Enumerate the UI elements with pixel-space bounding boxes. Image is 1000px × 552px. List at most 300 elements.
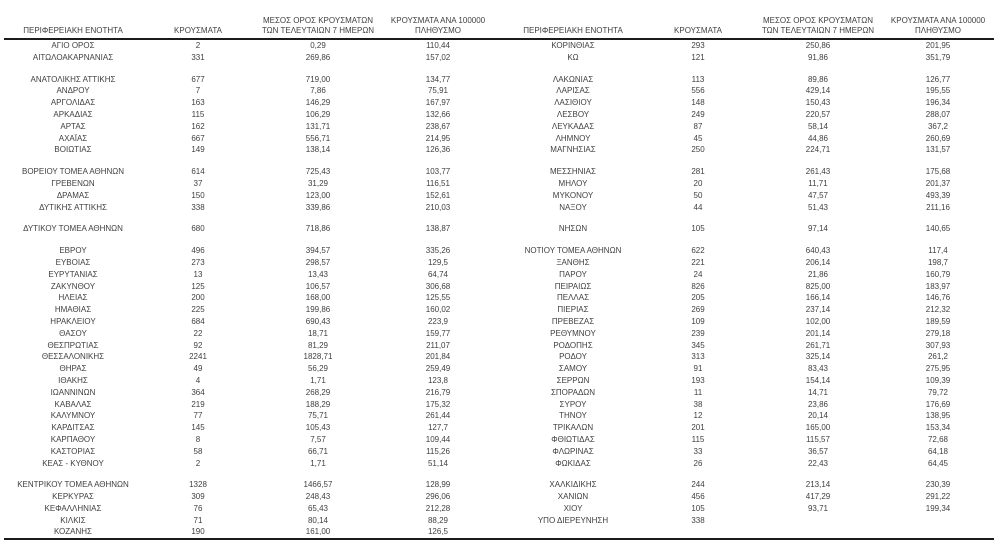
column-gap <box>494 213 504 223</box>
header-cases-left: ΚΡΟΥΣΜΑΤΑ <box>142 16 254 39</box>
cases-cell: 293 <box>691 41 705 50</box>
column-gap <box>494 340 504 352</box>
column-gap <box>494 351 504 363</box>
region-cell: ΚΕΡΚΥΡΑΣ <box>52 492 94 502</box>
table-row <box>4 387 994 399</box>
avg7-cell: 93,71 <box>807 503 829 513</box>
cases-cell: 91 <box>693 364 703 374</box>
empty-cell <box>754 213 882 223</box>
region-cell: ΓΡΕΒΕΝΩΝ <box>51 178 95 188</box>
avg7-cell: 106,29 <box>305 109 331 119</box>
cases-cell: 250 <box>691 145 705 155</box>
region-cell: ΛΕΥΚΑΔΑΣ <box>551 121 595 131</box>
region-cell: ΘΑΣΟΥ <box>59 328 87 338</box>
cases-cell: 2 <box>195 41 201 50</box>
empty-cell <box>642 469 754 479</box>
region-cell: ΡΟΔΟΥ <box>559 352 587 362</box>
empty-cell <box>754 64 882 74</box>
region-cell: ΡΕΘΥΜΝΟΥ <box>550 328 596 338</box>
per100k-cell: 288,07 <box>925 109 951 119</box>
region-cell: ΙΘΑΚΗΣ <box>58 375 88 385</box>
column-gap <box>494 304 504 316</box>
column-gap <box>494 166 504 178</box>
region-cell: ΞΑΝΘΗΣ <box>556 257 590 267</box>
empty-cell <box>504 213 642 223</box>
empty-cell <box>254 156 382 166</box>
per100k-cell: 195,55 <box>925 86 951 96</box>
column-gap <box>494 52 504 64</box>
column-gap <box>494 245 504 257</box>
cases-cell: 33 <box>693 446 703 456</box>
empty-cell <box>882 469 994 479</box>
column-gap <box>494 74 504 86</box>
column-gap <box>494 434 504 446</box>
table-row <box>4 526 994 539</box>
per100k-cell <box>882 526 994 539</box>
empty-cell <box>642 235 754 245</box>
cases-cell: 219 <box>191 399 205 409</box>
region-cell: ΚΑΣΤΟΡΙΑΣ <box>50 446 96 456</box>
avg7-cell: 123,00 <box>305 190 331 200</box>
avg7-cell: 188,29 <box>305 399 331 409</box>
avg7-cell: 44,86 <box>807 133 829 143</box>
empty-cell <box>504 156 642 166</box>
avg7-cell: 199,86 <box>305 305 331 315</box>
column-gap <box>494 410 504 422</box>
region-cell: ΘΗΡΑΣ <box>59 364 87 374</box>
empty-cell <box>142 235 254 245</box>
region-cell: ΘΕΣΣΑΛΟΝΙΚΗΣ <box>41 352 105 362</box>
column-gap <box>494 491 504 503</box>
table-row <box>4 223 994 235</box>
column-gap <box>494 316 504 328</box>
table-row <box>4 257 994 269</box>
table-row <box>4 292 994 304</box>
cases-cell: 45 <box>693 133 703 143</box>
cases-cell: 313 <box>691 352 705 362</box>
cases-cell: 556 <box>691 86 705 96</box>
table-row <box>4 491 994 503</box>
per100k-cell: 199,34 <box>925 503 951 513</box>
column-gap <box>494 446 504 458</box>
cases-cell: 109 <box>691 316 705 326</box>
per100k-cell: 72,68 <box>927 434 949 444</box>
per100k-cell: 296,06 <box>425 492 451 502</box>
cases-cell: 281 <box>691 167 705 177</box>
avg7-cell: 719,00 <box>305 74 331 84</box>
column-gap <box>494 97 504 109</box>
table-row <box>4 399 994 411</box>
table-row <box>4 269 994 281</box>
empty-cell <box>254 469 382 479</box>
column-gap <box>494 85 504 97</box>
empty-cell <box>254 235 382 245</box>
avg7-cell: 66,71 <box>307 446 329 456</box>
column-gap <box>494 422 504 434</box>
cases-cell: 273 <box>191 257 205 267</box>
cases-cell: 239 <box>691 328 705 338</box>
per100k-cell: 152,61 <box>425 190 451 200</box>
region-cell: ΦΘΙΩΤΙΔΑΣ <box>551 434 595 444</box>
column-gap <box>494 190 504 202</box>
per100k-cell: 291,22 <box>925 492 951 502</box>
region-cell: ΣΠΟΡΑΔΩΝ <box>550 387 596 397</box>
avg7-cell: 115,57 <box>806 434 830 444</box>
region-cell: ΝΟΤΙΟΥ ΤΟΜΕΑ ΑΘΗΝΩΝ <box>524 246 622 256</box>
table-row <box>4 515 994 527</box>
per100k-cell: 126,5 <box>427 527 449 537</box>
column-gap <box>494 257 504 269</box>
region-cell: ΣΥΡΟΥ <box>559 399 587 409</box>
cases-cell: 2241 <box>189 352 207 362</box>
region-cell: ΑΝΑΤΟΛΙΚΗΣ ΑΤΤΙΚΗΣ <box>30 74 116 84</box>
column-gap <box>494 144 504 156</box>
header-gap <box>494 16 504 39</box>
avg7-cell: 201,14 <box>805 328 831 338</box>
per100k-cell: 223,9 <box>427 316 449 326</box>
region-cell: ΤΡΙΚΑΛΩΝ <box>552 423 594 433</box>
per100k-cell: 230,39 <box>925 480 951 490</box>
region-cell: ΚΕΦΑΛΛΗΝΙΑΣ <box>44 503 102 513</box>
per100k-cell: 175,68 <box>925 167 951 177</box>
table-row <box>4 245 994 257</box>
empty-cell <box>382 235 494 245</box>
region-cell: ΒΟΙΩΤΙΑΣ <box>54 145 92 155</box>
per100k-cell: 212,32 <box>925 305 951 315</box>
region-cell: ΕΥΡΥΤΑΝΙΑΣ <box>48 269 98 279</box>
column-gap <box>494 121 504 133</box>
per100k-cell: 183,97 <box>925 281 951 291</box>
region-cell: ΛΑΣΙΘΙΟΥ <box>554 98 592 108</box>
region-cell: ΑΡΚΑΔΙΑΣ <box>53 109 93 119</box>
empty-cell <box>882 213 994 223</box>
per100k-cell: 125,55 <box>425 293 451 303</box>
column-gap <box>494 202 504 214</box>
cases-cell: 49 <box>193 364 203 374</box>
avg7-cell: 725,43 <box>305 167 331 177</box>
avg7-cell: 97,14 <box>807 224 829 234</box>
per100k-cell: 176,69 <box>925 399 951 409</box>
column-gap <box>494 235 504 245</box>
cases-cell: 76 <box>193 503 203 513</box>
region-cell: ΣΑΜΟΥ <box>558 364 588 374</box>
cases-cell: 58 <box>193 446 203 456</box>
cases-cell: 244 <box>691 480 705 490</box>
cases-cell: 2 <box>195 458 201 468</box>
region-cell: ΖΑΚΥΝΘΟΥ <box>50 281 96 291</box>
per100k-cell: 103,77 <box>425 167 451 177</box>
per100k-cell: 138,95 <box>925 411 951 421</box>
avg7-cell <box>754 526 882 539</box>
column-gap <box>494 292 504 304</box>
empty-cell <box>642 64 754 74</box>
column-gap <box>494 133 504 145</box>
region-cell: ΛΗΜΝΟΥ <box>555 133 591 143</box>
cases-cell: 105 <box>691 503 705 513</box>
region-cell: ΘΕΣΠΡΩΤΙΑΣ <box>47 340 99 350</box>
region-cell: ΔΥΤΙΚΗΣ ΑΤΤΙΚΗΣ <box>39 202 107 212</box>
per100k-cell: 201,37 <box>925 178 951 188</box>
region-cell: ΕΒΡΟΥ <box>59 246 87 256</box>
table-row <box>4 363 994 375</box>
empty-cell <box>382 469 494 479</box>
avg7-cell: 248,43 <box>305 492 331 502</box>
cases-cell: 71 <box>193 515 203 525</box>
per100k-cell: 167,97 <box>425 98 451 108</box>
empty-cell <box>882 156 994 166</box>
region-cell: ΛΕΣΒΟΥ <box>556 109 590 119</box>
table-row <box>4 422 994 434</box>
column-gap <box>494 515 504 527</box>
avg7-cell: 150,43 <box>805 98 831 108</box>
region-cell: ΧΙΟΥ <box>563 503 583 513</box>
cases-cell: 115 <box>691 434 705 444</box>
per100k-cell: 214,95 <box>425 133 451 143</box>
per100k-cell: 51,14 <box>427 458 449 468</box>
table-row-spacer <box>4 469 994 479</box>
avg7-cell: 131,71 <box>305 121 331 131</box>
region-cell: ΛΑΚΩΝΙΑΣ <box>552 74 594 84</box>
cases-cell: 115 <box>191 109 205 119</box>
empty-cell <box>4 235 142 245</box>
avg7-cell: 21,86 <box>807 269 829 279</box>
cases-cell: 105 <box>691 224 705 234</box>
empty-cell <box>504 235 642 245</box>
table-row <box>4 39 994 52</box>
per100k-cell: 196,34 <box>925 98 951 108</box>
per100k-cell: 127,7 <box>427 423 449 433</box>
table-row <box>4 109 994 121</box>
cases-cell: 622 <box>691 246 705 256</box>
avg7-cell: 80,14 <box>307 515 329 525</box>
region-cell: ΠΕΛΛΑΣ <box>556 293 590 303</box>
per100k-cell: 259,49 <box>425 364 451 374</box>
region-cell: ΠΕΙΡΑΙΩΣ <box>554 281 592 291</box>
column-gap <box>494 375 504 387</box>
per100k-cell: 211,07 <box>426 340 450 350</box>
avg7-cell: 56,29 <box>307 364 329 374</box>
per100k-cell: 116,51 <box>426 178 450 188</box>
avg7-cell: 47,57 <box>807 190 829 200</box>
region-cell: ΑΡΓΟΛΙΔΑΣ <box>50 98 96 108</box>
avg7-cell: 14,71 <box>807 387 829 397</box>
avg7-cell: 161,00 <box>305 527 331 537</box>
avg7-cell: 51,43 <box>807 202 829 212</box>
avg7-cell: 138,14 <box>305 145 331 155</box>
avg7-cell: 168,00 <box>305 293 331 303</box>
per100k-cell: 131,57 <box>925 145 951 155</box>
cases-cell <box>642 526 754 539</box>
empty-cell <box>382 64 494 74</box>
avg7-cell: 89,86 <box>807 74 829 84</box>
avg7-cell: 13,43 <box>307 269 329 279</box>
regional-cases-table <box>4 16 994 540</box>
column-gap <box>494 109 504 121</box>
region-cell: ΛΑΡΙΣΑΣ <box>556 86 590 96</box>
table-row <box>4 85 994 97</box>
table-row <box>4 375 994 387</box>
column-gap <box>494 526 504 539</box>
region-cell: ΚΑΡΠΑΘΟΥ <box>50 434 96 444</box>
cases-cell: 145 <box>191 423 205 433</box>
empty-cell <box>504 64 642 74</box>
region-cell: ΚΙΛΚΙΣ <box>60 515 86 525</box>
column-gap <box>494 64 504 74</box>
per100k-cell: 128,99 <box>425 480 451 490</box>
cases-cell: 149 <box>191 145 205 155</box>
empty-cell <box>382 213 494 223</box>
cases-cell: 249 <box>691 109 705 119</box>
cases-cell: 13 <box>193 269 203 279</box>
table-row <box>4 97 994 109</box>
avg7-cell: 146,29 <box>305 98 331 108</box>
table-row <box>4 121 994 133</box>
avg7-cell: 91,86 <box>807 52 829 62</box>
avg7-cell: 11,71 <box>808 178 828 188</box>
cases-cell: 614 <box>191 167 205 177</box>
region-cell: ΚΩ <box>567 52 579 62</box>
empty-cell <box>142 213 254 223</box>
cases-cell: 7 <box>195 86 201 96</box>
cases-cell: 87 <box>693 121 703 131</box>
empty-cell <box>642 213 754 223</box>
column-gap <box>494 503 504 515</box>
avg7-cell: 1,71 <box>310 458 326 468</box>
cases-cell: 37 <box>193 178 203 188</box>
table-row <box>4 52 994 64</box>
region-cell <box>504 526 642 539</box>
header-region-right: ΠΕΡΙΦΕΡΕΙΑΚΗ ΕΝΟΤΗΤΑ <box>504 16 642 39</box>
per100k-cell: 261,2 <box>927 352 949 362</box>
per100k-cell: 279,18 <box>925 328 951 338</box>
avg7-cell: 75,71 <box>307 411 329 421</box>
avg7-cell: 0,29 <box>310 41 326 50</box>
cases-cell: 684 <box>191 316 205 326</box>
cases-cell: 38 <box>693 399 703 409</box>
table-row <box>4 304 994 316</box>
cases-cell: 121 <box>691 52 705 62</box>
column-gap <box>494 387 504 399</box>
cases-cell: 44 <box>693 202 703 212</box>
avg7-cell: 261,71 <box>805 340 831 350</box>
region-cell: ΑΡΤΑΣ <box>60 121 86 131</box>
empty-cell <box>882 64 994 74</box>
cases-cell: 680 <box>191 224 205 234</box>
empty-cell <box>754 235 882 245</box>
cases-cell: 20 <box>693 178 703 188</box>
avg7-cell: 31,29 <box>307 178 329 188</box>
region-cell: ΦΛΩΡΙΝΑΣ <box>552 446 594 456</box>
table-row <box>4 351 994 363</box>
avg7-cell: 165,00 <box>805 423 831 433</box>
empty-cell <box>504 469 642 479</box>
avg7-cell: 18,71 <box>307 328 329 338</box>
region-cell: ΗΡΑΚΛΕΙΟΥ <box>50 316 96 326</box>
region-cell: ΜΥΚΟΝΟΥ <box>552 190 594 200</box>
column-gap <box>494 223 504 235</box>
avg7-cell: 417,29 <box>805 492 831 502</box>
per100k-cell: 175,32 <box>425 399 451 409</box>
column-gap <box>494 39 504 52</box>
region-cell: ΠΑΡΟΥ <box>559 269 587 279</box>
per100k-cell: 140,65 <box>925 224 951 234</box>
region-cell: ΣΕΡΡΩΝ <box>556 375 590 385</box>
region-cell: ΔΥΤΙΚΟΥ ΤΟΜΕΑ ΑΘΗΝΩΝ <box>23 224 123 234</box>
per100k-cell: 160,79 <box>925 269 951 279</box>
region-cell: ΙΩΑΝΝΙΝΩΝ <box>50 387 96 397</box>
table-row <box>4 281 994 293</box>
column-gap <box>494 469 504 479</box>
per100k-cell: 79,72 <box>927 387 949 397</box>
region-cell: ΚΑΒΑΛΑΣ <box>54 399 92 409</box>
per100k-cell: 189,59 <box>925 316 951 326</box>
per100k-cell: 138,87 <box>425 224 451 234</box>
cases-cell: 163 <box>191 98 205 108</box>
region-cell: ΥΠΟ ΔΙΕΡΕΥΝΗΣΗ <box>537 515 609 525</box>
per100k-cell: 260,69 <box>925 133 951 143</box>
region-cell: ΝΗΣΩΝ <box>558 224 588 234</box>
table-row <box>4 446 994 458</box>
cases-cell: 221 <box>691 257 705 267</box>
cases-cell: 125 <box>191 281 205 291</box>
per100k-cell: 211,16 <box>926 202 950 212</box>
avg7-cell: 65,43 <box>307 503 329 513</box>
per100k-cell: 238,67 <box>425 121 451 131</box>
avg7-cell: 7,57 <box>310 434 326 444</box>
per100k-cell: 109,39 <box>925 375 951 385</box>
per100k-cell: 201,95 <box>925 41 951 50</box>
cases-cell: 26 <box>693 458 703 468</box>
empty-cell <box>254 64 382 74</box>
per100k-cell: 88,29 <box>427 515 449 525</box>
table-row <box>4 178 994 190</box>
avg7-cell: 640,43 <box>805 246 831 256</box>
avg7-cell: 220,57 <box>805 109 831 119</box>
region-cell: ΚΕΝΤΡΙΚΟΥ ΤΟΜΕΑ ΑΘΗΝΩΝ <box>17 480 129 490</box>
per100k-cell: 110,44 <box>426 41 450 50</box>
cases-cell: 826 <box>691 281 705 291</box>
cases-cell: 201 <box>691 423 705 433</box>
table-row-spacer <box>4 64 994 74</box>
column-gap <box>494 363 504 375</box>
avg7-cell: 224,71 <box>805 145 831 155</box>
cases-cell: 338 <box>691 515 705 525</box>
region-cell: ΤΗΝΟΥ <box>559 411 587 421</box>
column-gap <box>494 281 504 293</box>
avg7-cell: 23,86 <box>807 399 829 409</box>
region-cell: ΔΡΑΜΑΣ <box>56 190 90 200</box>
avg7-cell: 269,86 <box>305 52 331 62</box>
per100k-cell: 64,18 <box>927 446 949 456</box>
per100k-cell: 75,91 <box>427 86 449 96</box>
avg7-cell: 105,43 <box>305 423 331 433</box>
per100k-cell: 123,8 <box>427 375 449 385</box>
per100k-cell: 335,26 <box>425 246 451 256</box>
cases-cell: 193 <box>691 375 705 385</box>
empty-cell <box>4 64 142 74</box>
avg7-cell: 7,86 <box>310 86 326 96</box>
per100k-cell: 153,34 <box>925 423 951 433</box>
column-gap <box>494 269 504 281</box>
per100k-cell: 157,02 <box>425 52 451 62</box>
cases-cell: 200 <box>191 293 205 303</box>
table-row <box>4 144 994 156</box>
per100k-cell: 212,28 <box>425 503 451 513</box>
region-cell: ΗΛΕΙΑΣ <box>58 293 88 303</box>
empty-cell <box>754 469 882 479</box>
region-cell: ΜΑΓΝΗΣΙΑΣ <box>550 145 596 155</box>
avg7-cell: 718,86 <box>305 224 331 234</box>
